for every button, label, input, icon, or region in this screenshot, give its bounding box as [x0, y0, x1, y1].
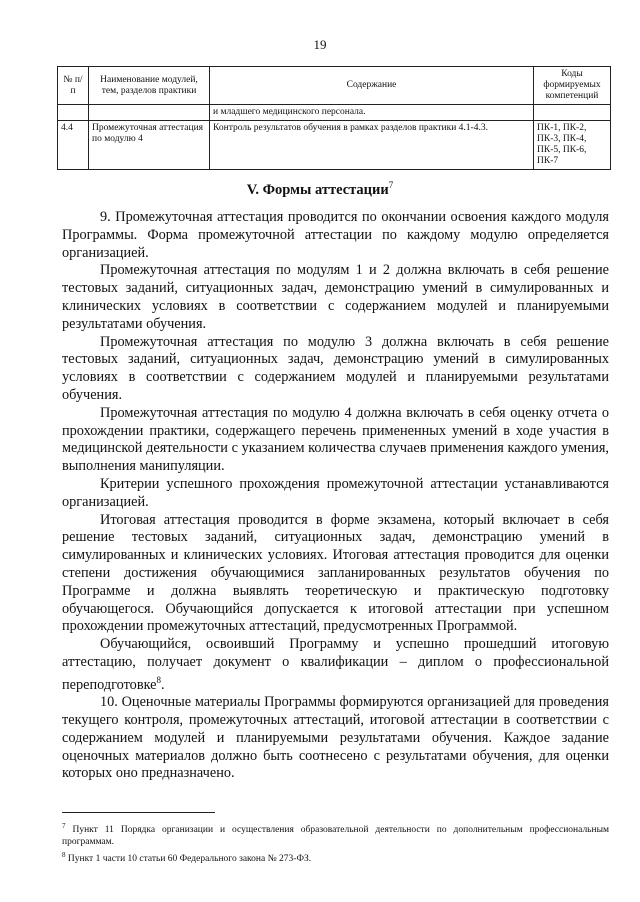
table-header-row — [58, 67, 611, 105]
paragraph: Промежуточная аттестация по модулю 3 должна включать в себя решение тестовых заданий, ситуационных задач, демонстрацию умений в симулированных условиях в соответствии с содержанием модулей и планируемыми результатами обучения. — [62, 333, 609, 403]
footnote-text: Пункт 1 части 10 статьи 60 Федерального закона № 273-ФЗ. — [67, 854, 312, 865]
footnote-ref: 7 — [388, 180, 394, 190]
table-row — [58, 121, 611, 170]
paragraph-end: . — [161, 676, 165, 693]
paragraph: 10. Оценочные материалы Программы формируются организацией для проведения текущего контроля, промежуточных аттестаций, итоговой аттестации в соответствии с содержанием модулей и планируемыми результатами обучения. Каждое задание оценочных материалов должно быть соотнесено с результатами обучения, для оценки которых оно предназначено. — [62, 694, 609, 782]
paragraph: Промежуточная аттестация по модулям 1 и 2 должна включать в себя решение тестовых заданий, ситуационных задач, демонстрацию умений в симулированных и клинических условиях в соответствии с содержанием модулей и планируемыми результатами обучения. — [62, 262, 609, 332]
table-cell — [534, 105, 611, 121]
footnote — [62, 849, 609, 865]
footnotes — [62, 820, 609, 866]
paragraph: Итоговая аттестация проводится в форме экзамена, который включает в себя решение тестовых заданий, ситуационных задач, демонстрацию умений в симулированных и клинических условиях. Итоговая аттестация проводится для оценки степени достижения обучающимися запланированных результатов обучения по Программе и должна выявлять теоретическую и практическую подготовку обучающегося. Обучающийся допускается к итоговой аттестации при успешном прохождении промежуточных аттестаций, предусмотренных Программой. — [62, 511, 609, 635]
footnote-mark: 7 — [62, 822, 66, 830]
paragraph: 9. Промежуточная аттестация проводится по окончании освоения каждого модуля Программы. Форма промежуточной аттестации по каждому модулю определяется организацией. — [62, 209, 609, 261]
table-cell — [58, 105, 89, 121]
header-content: Содержание — [210, 67, 534, 105]
footnote-text: Пункт 11 Порядка организации и осуществления образовательной деятельности по дополнительным профессиональным программам. — [62, 825, 609, 848]
header-competence-codes: Коды формируемых компетенций — [534, 67, 611, 105]
table-row — [58, 105, 611, 121]
footnote-ref: 8 — [156, 674, 162, 685]
table-cell: и младшего медицинского персонала. — [210, 105, 534, 121]
page-number: 19 — [313, 37, 327, 52]
section-body — [62, 209, 609, 783]
paragraph: Критерии успешного прохождения промежуточной аттестации устанавливаются организацией. — [62, 475, 609, 510]
paragraph — [62, 636, 609, 694]
section-title-text: V. Формы аттестации — [246, 181, 389, 198]
program-table — [57, 66, 611, 170]
header-number: № п/п — [58, 67, 89, 105]
table-cell — [89, 105, 210, 121]
table-cell: ПК-1, ПК-2, ПК-3, ПК-4, ПК-5, ПК-6, ПК-7 — [534, 121, 611, 170]
paragraph: Промежуточная аттестация по модулю 4 должна включать в себя оценку отчета о прохождении практики, содержащего перечень примененных умений в ходе участия в медицинской деятельности с указанием количества случаев применения каждого умения, выполнения манипуляции. — [62, 404, 609, 475]
footnote-separator — [62, 812, 215, 813]
footnote — [62, 820, 609, 848]
paragraph-text: Обучающийся, освоивший Программу и успешно прошедший итоговую аттестацию, получает документ о квалификации – диплом о профессиональной переподготовке — [62, 636, 609, 693]
header-module-name: Наименование модулей, тем, разделов практики — [89, 67, 210, 105]
table-cell: Контроль результатов обучения в рамках разделов практики 4.1-4.3. — [210, 121, 534, 170]
table-cell: Промежуточная аттестация по модулю 4 — [89, 121, 210, 170]
section-title — [0, 180, 640, 199]
table-cell: 4.4 — [58, 121, 89, 170]
footnote-mark: 8 — [62, 851, 66, 860]
